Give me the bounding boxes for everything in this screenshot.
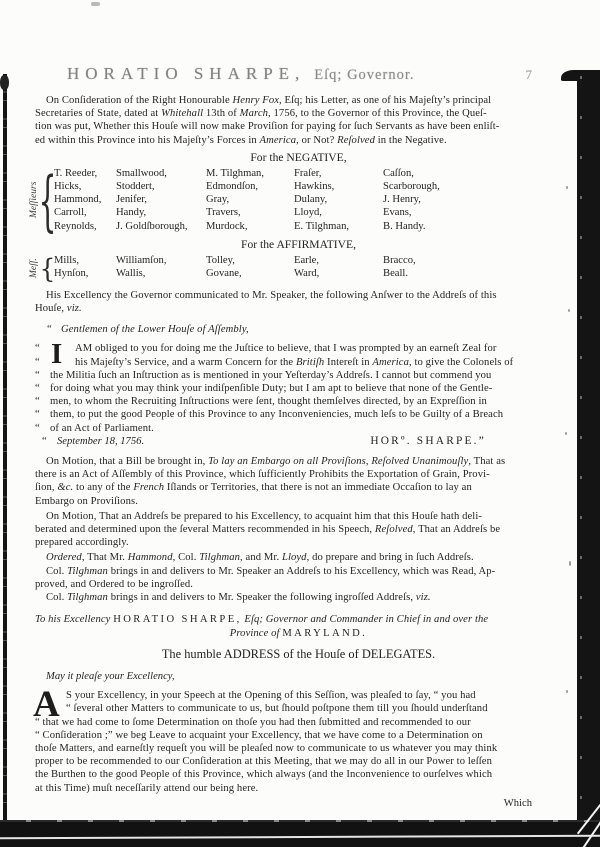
date-text: September 18, 1756. — [57, 435, 145, 447]
text-line: ed within this Province into his Majeſty’s Forces in America, or Not? Reſolved in the Negative. — [35, 134, 447, 146]
paragraph-address-motion — [35, 510, 562, 550]
text-line: the Burthen to the good People of this Province, which always (and the Inconvenience to ourſelves which — [35, 769, 493, 781]
quote-mark: “ — [42, 435, 47, 447]
delegate-name: J. Goldſborough, — [116, 220, 188, 232]
quote-mark: “ — [35, 369, 40, 381]
delegate-name: Travers, — [206, 207, 241, 219]
scan-artifact-left-strip — [3, 74, 7, 822]
scan-speck — [568, 309, 570, 312]
delegate-name: Carroll, — [54, 207, 87, 219]
date-line — [42, 435, 144, 448]
vote-negative-list — [27, 161, 562, 239]
final-address-paragraph — [33, 684, 562, 795]
text-line: Secretaries of State, dated at Whitehall 13th of March, 1756, to the Governor of this Province, the Queſ- — [35, 108, 487, 120]
delegate-name: Tolley, — [206, 254, 235, 266]
scan-smudge-top — [91, 2, 100, 6]
running-header — [35, 64, 562, 84]
signature: HORº. SHARPE.” — [370, 434, 486, 447]
text-line: “ his Majeſty’s Service, and a warm Concern for the Britiſh Intereſt in America, to give the Colonels of — [35, 356, 514, 368]
scan-speck — [565, 432, 567, 435]
delegate-name: Wallis, — [116, 268, 146, 280]
vote-column — [54, 254, 116, 283]
scan-speck — [566, 186, 568, 189]
governor-answer-lines — [35, 338, 562, 434]
text-line: Embargo on Proviſions. — [35, 495, 138, 507]
quote-mark: “ — [35, 343, 40, 355]
delegate-name: Hynſon, — [54, 268, 89, 280]
text-line: “ Gentlemen of the Lower Houſe of Aſſembly, — [46, 324, 249, 336]
delegate-name: E. Tilghman, — [294, 220, 350, 232]
text-line: To his Excellency HORATIO SHARPE, Eſq; Governor and Commander in Chief in and over the — [35, 614, 489, 626]
page-number: 7 — [525, 67, 532, 82]
text-line: Col. Tilghman brings in and delivers to Mr. Speaker the following ingroſſed Addreſs, viz. — [46, 592, 431, 604]
delegate-name: Murdock, — [206, 220, 248, 232]
vote-column — [383, 167, 440, 233]
text-line: “ the Militia ſuch an Inſtruction as is mentioned in your Yeſterday’s Addreſs. I cannot but commend you — [35, 369, 492, 381]
answer-salutation — [35, 323, 562, 336]
delegate-name: Hawkins, — [294, 181, 335, 193]
final-address-lines — [33, 684, 562, 795]
delegate-name: Stoddert, — [116, 181, 155, 193]
delegate-name: Lloyd, — [294, 207, 322, 219]
scan-speck — [566, 690, 568, 693]
vote-affirmative-list — [27, 254, 562, 283]
drop-cap-a: A — [33, 684, 60, 726]
text-line: thoſe Matters, and earneſtly requeſt you will be pleaſed now to communicate to us whatever you may think — [35, 742, 498, 754]
vote-column — [116, 254, 206, 283]
delegate-name: Ward, — [294, 268, 320, 280]
delegate-name: T. Reeder, — [54, 167, 98, 179]
text-line: On Conſideration of the Right Honourable Henry Fox, Eſq; his Letter, as one of his Majeſty’s principal — [46, 95, 492, 106]
text-line: ſion, &c. to any of the French Iſlands or Territories, that there is not an immediate Occaſion to lay an — [35, 482, 472, 494]
delegate-name: B. Handy. — [383, 220, 426, 232]
quote-mark: “ — [46, 324, 52, 336]
vote-column — [54, 167, 116, 233]
delegate-name: Bracco, — [383, 254, 416, 266]
delegate-name: Beall. — [383, 268, 409, 280]
vote-affirmative-columns — [54, 254, 416, 283]
text-line: Ordered, That Mr. Hammond, Col. Tilghman, and Mr. Lloyd, do prepare and bring in ſuch Addreſs. — [46, 552, 474, 564]
paragraph-orders — [35, 551, 562, 604]
text-line: “ Conſideration ;” we beg Leave to acquaint your Excellency, that we have come to a Determination on — [35, 729, 483, 741]
text-line: His Excellency the Governor communicated to Mr. Speaker, the following Anſwer to the Addreſs of this — [46, 289, 497, 301]
delegate-name: Jenifer, — [116, 194, 148, 206]
address-heading — [35, 613, 562, 639]
delegate-name: Scarborough, — [383, 181, 440, 193]
delegate-name: Williamſon, — [116, 254, 167, 266]
delegate-name: Smallwood, — [116, 167, 167, 179]
signature-row — [35, 435, 562, 448]
delegate-name: Evans, — [383, 207, 412, 219]
text-line: Houſe, viz. — [35, 303, 82, 315]
vote-column — [383, 254, 416, 283]
address-salutation: May it pleaſe your Excellency, — [46, 670, 175, 682]
text-line: proved, and Ordered to be ingroſſed. — [35, 578, 194, 590]
delegate-name: Gray, — [206, 194, 230, 206]
text-line: On Motion, That an Addreſs be prepared to his Excellency, to acquaint him that this Houſe hath deli- — [46, 510, 482, 522]
text-line: “ of an Act of Parliament. — [35, 422, 154, 434]
quote-mark: “ — [35, 409, 40, 421]
delegate-name: Handy, — [116, 207, 147, 219]
text-line: “ AM obliged to you for doing me the Juſtice to believe, that I was prompted by an earneſt Zeal for — [35, 343, 497, 355]
scan-artifact-left-blob — [0, 75, 9, 90]
text-line: prepared accordingly. — [35, 537, 129, 549]
vote-affirmative-side-label: Meſſ. — [29, 258, 39, 279]
text-line: tion was put, Whether this Houſe will now make Proviſion for paying for ſuch Servants as have been enliſt- — [35, 121, 500, 133]
delegate-name: Edmondſon, — [206, 181, 259, 193]
running-title-suffix: Eſq; Governor. — [314, 67, 415, 83]
quote-mark: “ — [35, 383, 40, 395]
text-line: “ ſeveral other Matters to communicate to us, but ſhould poſtpone them till you ſhould underſtand — [66, 703, 488, 715]
delegate-name: Caſſon, — [383, 167, 414, 179]
quote-mark: “ — [35, 422, 40, 434]
text-line: there is an Act of Aſſembly of this Province, which ſufficiently Prohibits the Exportation of Grain, Provi- — [35, 469, 490, 481]
paragraph-embargo-motion — [35, 455, 562, 508]
vote-negative-columns — [54, 167, 440, 233]
delegate-name: Mills, — [54, 254, 80, 266]
vote-column — [294, 167, 383, 233]
delegate-name: Govane, — [206, 268, 242, 280]
delegate-name: M. Tilghman, — [206, 167, 264, 179]
delegate-name: J. Henry, — [383, 194, 421, 206]
vote-negative-side-label: Meſſieurs — [29, 181, 39, 219]
text-line: berated and determined upon the ſeveral Matters recommended in his Speech, Reſolved, That an Addreſs be — [35, 524, 501, 536]
text-line: Province of MARYLAND. — [229, 627, 368, 639]
drop-cap-i: I — [51, 338, 63, 371]
paragraph-answer-intro — [35, 289, 562, 315]
text-line: at this Time) muſt neceſſarily attend our being here. — [35, 782, 259, 794]
text-line: “ for doing what you may think your indiſpenſible Duty; but I am apt to believe that none of the Gentle- — [35, 383, 493, 395]
vote-column — [206, 254, 294, 283]
quote-mark: “ — [35, 396, 40, 408]
vote-column — [116, 167, 206, 233]
vote-negative-heading: For the NEGATIVE, — [250, 150, 347, 164]
scan-artifact-right-band — [577, 70, 600, 847]
delegate-name: Fraſer, — [294, 167, 322, 179]
brace-icon: { — [39, 253, 56, 284]
running-title-name: HORATIO SHARPE, — [67, 64, 306, 83]
delegate-name: Reynolds, — [54, 220, 97, 232]
catchword: Which — [503, 797, 532, 809]
paragraph-consideration — [35, 94, 562, 147]
text-line: On Motion, that a Bill be brought in, To lay an Embargo on all Proviſions, Reſolved Unanimouſly, That as — [46, 456, 506, 468]
brace-icon: { — [38, 161, 57, 239]
quote-mark: “ — [35, 356, 40, 368]
vote-affirmative-heading: For the AFFIRMATIVE, — [241, 237, 356, 251]
humble-address-line: The humble ADDRESS of the Houſe of DELEGATES. — [161, 646, 436, 661]
text-line: proper to be recommended to our Conſideration at this Meeting, that we may do all in our Power to leſſen — [35, 756, 492, 768]
scan-speck — [569, 561, 571, 566]
delegate-name: Hicks, — [54, 181, 82, 193]
text-line: Col. Tilghman brings in and delivers to Mr. Speaker an Addreſs to his Excellency, which was Read, Ap- — [46, 565, 496, 577]
text-line: “ that we had come to ſome Determination on thoſe you had then ſubmitted and recommended to our — [35, 716, 471, 728]
text-line: S your Excellency, in your Speech at the Opening of this Seſſion, was pleaſed to ſay, “ you had — [66, 690, 476, 702]
page-content — [29, 64, 562, 809]
delegate-name: Earle, — [294, 254, 319, 266]
governor-answer — [35, 338, 562, 448]
vote-column — [206, 167, 294, 233]
text-line: “ them, to put the good People of this Province to any Inconveniencies, much leſs to be Guilty of a Breach — [35, 409, 504, 421]
delegate-name: Hammond, — [54, 194, 102, 206]
text-line: “ men, to whom the Recruiting Inſtructions were ſent, thought themſelves directed, by an Expreſſion in — [35, 396, 487, 408]
delegate-name: Dulany, — [294, 194, 328, 206]
vote-column — [294, 254, 383, 283]
